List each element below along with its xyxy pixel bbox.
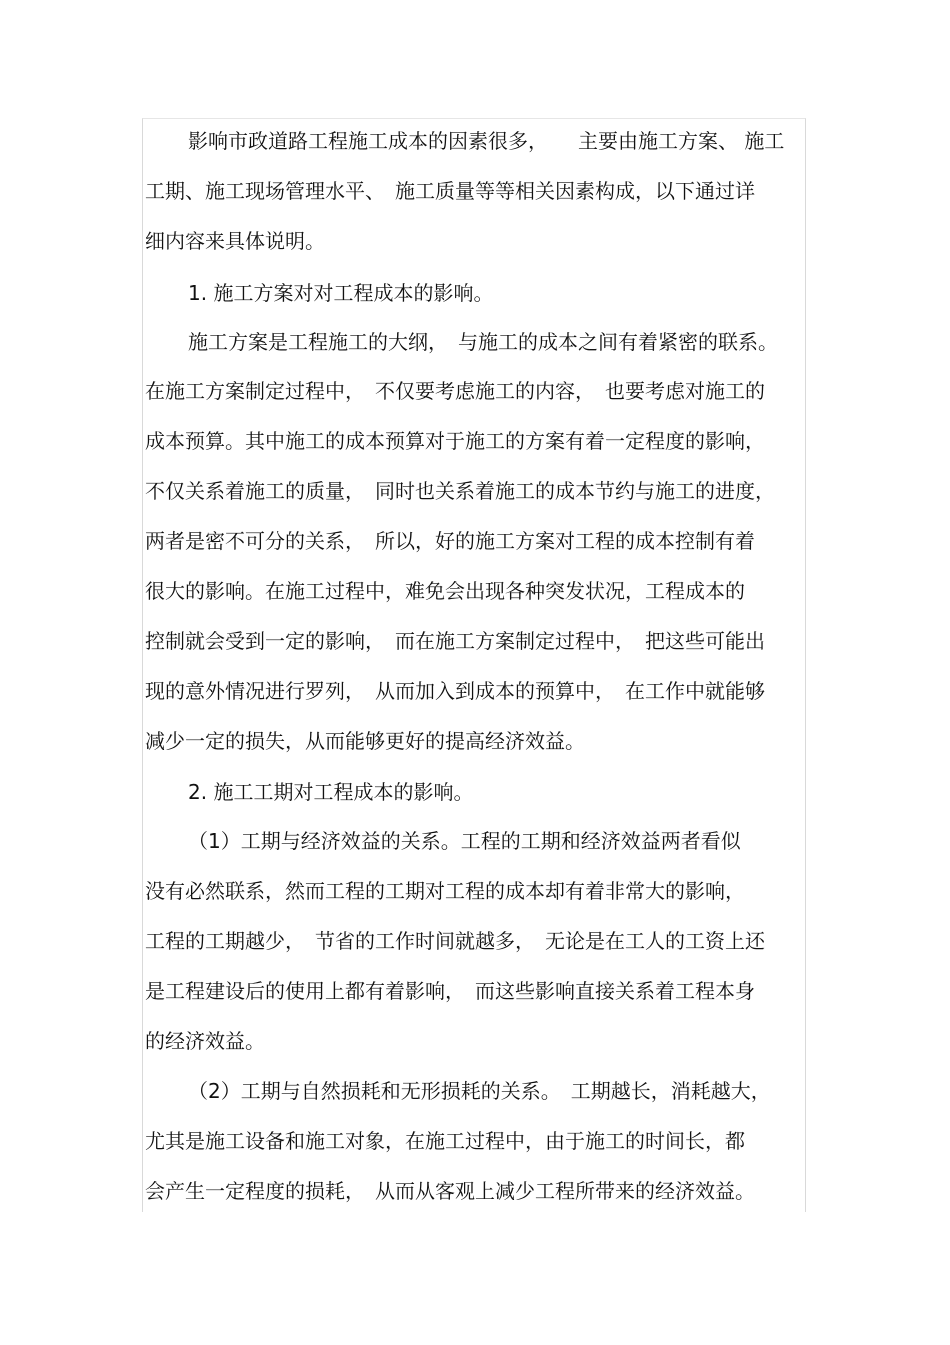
text-line: 施工方案是工程施工的大纲， 与施工的成本之间有着紧密的联系。 [188, 330, 778, 354]
text-line: 减少一定的损失，从而能够更好的提高经济效益。 [145, 729, 585, 753]
text-line: 工程的工期越少， 节省的工作时间就越多， 无论是在工人的工资上还 [145, 929, 765, 953]
text-line: （2）工期与自然损耗和无形损耗的关系。 工期越长，消耗越大， [188, 1079, 771, 1103]
text-line: 工期、施工现场管理水平、 施工质量等等相关因素构成，以下通过详 [145, 179, 755, 203]
section-heading: 1. 施工方案对对工程成本的影响。 [188, 281, 494, 305]
text-line: 影响市政道路工程施工成本的因素很多， 主要由施工方案、 施工 [188, 129, 785, 153]
text-line: （1）工期与经济效益的关系。工程的工期和经济效益两者看似 [188, 829, 741, 853]
text-line: 尤其是施工设备和施工对象，在施工过程中，由于施工的时间长，都 [145, 1129, 745, 1153]
text-line: 不仅关系着施工的质量， 同时也关系着施工的成本节约与施工的进度， [145, 479, 775, 503]
text-line: 没有必然联系，然而工程的工期对工程的成本却有着非常大的影响， [145, 879, 745, 903]
text-line: 很大的影响。在施工过程中，难免会出现各种突发状况，工程成本的 [145, 579, 745, 603]
text-line: 成本预算。其中施工的成本预算对于施工的方案有着一定程度的影响， [145, 429, 765, 453]
section-heading: 2. 施工工期对工程成本的影响。 [188, 780, 474, 804]
text-line: 在施工方案制定过程中， 不仅要考虑施工的内容， 也要考虑对施工的 [145, 379, 765, 403]
text-line: 现的意外情况进行罗列， 从而加入到成本的预算中， 在工作中就能够 [145, 679, 765, 703]
text-line: 是工程建设后的使用上都有着影响， 而这些影响直接关系着工程本身 [145, 979, 755, 1003]
text-line: 细内容来具体说明。 [145, 229, 325, 253]
text-line: 的经济效益。 [145, 1029, 265, 1053]
text-line: 会产生一定程度的损耗， 从而从客观上减少工程所带来的经济效益。 [145, 1179, 755, 1203]
text-line: 控制就会受到一定的影响， 而在施工方案制定过程中， 把这些可能出 [145, 629, 765, 653]
text-line: 两者是密不可分的关系， 所以，好的施工方案对工程的成本控制有着 [145, 529, 755, 553]
